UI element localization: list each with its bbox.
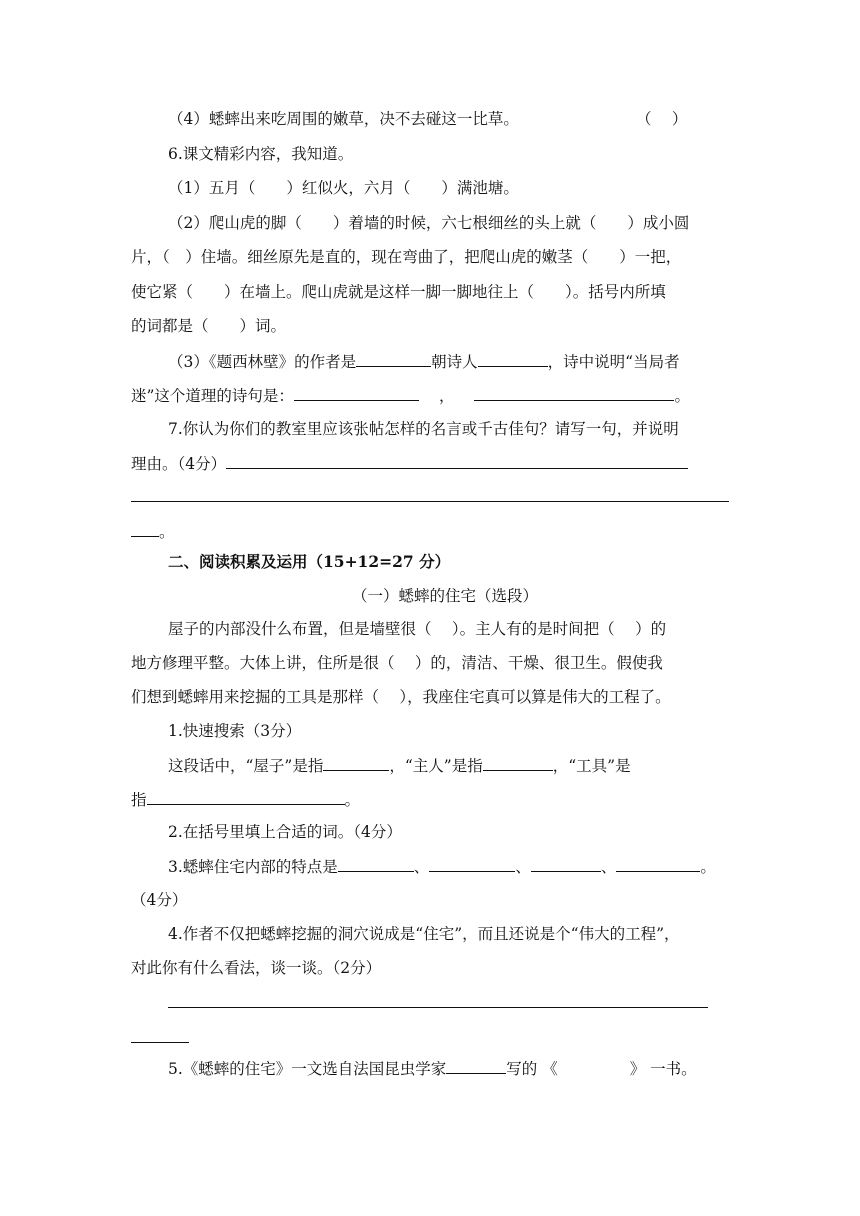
r3-text: 3.蟋蟀住宅内部的特点是 — [168, 858, 338, 876]
q6-dynasty-blank[interactable] — [356, 350, 431, 367]
r1-text-e: 。 — [344, 791, 361, 809]
q6-part2-line2: 片，（ ）住墙。细丝原先是直的，现在弯曲了，把爬山虎的嫩茎（ ）一把， — [131, 248, 682, 266]
q6-part3-line1 — [168, 350, 680, 373]
section2-subtitle: （一）蟋蟀的住宅（选段） — [352, 587, 539, 605]
r1-text-c: ，“工具”是 — [552, 757, 631, 775]
q7-line1: 7.你认为你们的教室里应该张帖怎样的名言或千古佳句？请写一句，并说明 — [168, 420, 679, 438]
q7-answer-blank-3[interactable] — [131, 520, 159, 537]
q6-part3-comma: ， — [438, 387, 455, 405]
r1-text-a: 这段话中，“屋子”是指 — [168, 757, 324, 775]
passage-line1: 屋子的内部没什么布置，但是墙壁很（ ）。主人有的是时间把（ ）的 — [168, 620, 667, 638]
q7-line2 — [131, 452, 688, 475]
r1-house-blank[interactable] — [323, 754, 389, 771]
section2-title: 二、阅读积累及运用（15+12=27 分） — [168, 552, 451, 571]
q6-poem-line1-blank[interactable] — [294, 384, 419, 401]
r3-feature-blank-1[interactable] — [338, 855, 414, 872]
r5-text-c: 》 一书。 — [629, 1060, 697, 1078]
q7-line2-text: 理由。（4分） — [131, 455, 227, 473]
r3-sep-2: 、 — [515, 858, 531, 876]
r3-sep-3: 、 — [600, 858, 617, 876]
q6-part3-line2 — [131, 384, 690, 407]
r5-text-b: 写的 《 — [506, 1060, 558, 1078]
r3-score: （4分） — [131, 891, 188, 909]
q6-part3-text-d: 迷”这个道理的诗句是： — [131, 387, 294, 405]
q6-part2-line3: 使它紧（ ）在墙上。爬山虎就是这样一脚一脚地往上（ ）。括号内所填 — [131, 283, 666, 301]
q4-text: （4）蟋蟀出来吃周围的嫩草，决不去碰这一比草。 — [168, 110, 519, 128]
r4-line2: 对此你有什么看法，谈一谈。（2分） — [131, 959, 382, 977]
q6-poet-blank[interactable] — [478, 350, 548, 367]
r1-line1 — [168, 754, 631, 777]
q6-part2-line4: 的词都是（ ）词。 — [131, 317, 287, 335]
r4-answer-blank-1[interactable] — [168, 1007, 708, 1008]
r1-tool-blank[interactable] — [147, 788, 345, 805]
r1-title: 1.快速搜索（3分） — [168, 722, 302, 740]
q6-title: 6.课文精彩内容，我知道。 — [168, 145, 354, 163]
passage-line2: 地方修理平整。大体上讲，住所是很（ ）的，清洁、干燥、很卫生。假使我 — [131, 654, 663, 672]
r1-text-b: ，“主人”是指 — [389, 757, 483, 775]
q6-part3-end: 。 — [674, 387, 690, 405]
q6-part1: （1）五月（ ）红似火，六月（ ）满池塘。 — [168, 179, 519, 197]
q6-poem-line2-blank[interactable] — [474, 384, 674, 401]
q4-answer-bracket[interactable]: （ ） — [636, 110, 688, 128]
r1-line2 — [131, 788, 360, 811]
r3-sep-1: 、 — [413, 858, 430, 876]
passage-line3: 们想到蟋蟀用来挖掘的工具是那样（ ），我座住宅真可以算是伟大的工程了。 — [131, 688, 671, 706]
r1-text-d: 指 — [131, 791, 147, 809]
r5-author-blank[interactable] — [446, 1057, 506, 1074]
r3-end: 。 — [700, 858, 716, 876]
r4-line1: 4.作者不仅把蟋蟀挖掘的洞穴说成是“住宅”，而且还说是个“伟大的工程”， — [168, 925, 680, 943]
q6-part2-line1: （2）爬山虎的脚（ ）着墙的时候，六七根细丝的头上就（ ）成小圆 — [168, 214, 690, 232]
q7-answer-blank-1[interactable] — [226, 452, 688, 469]
r3-line1 — [168, 855, 716, 878]
r5-line — [168, 1057, 697, 1080]
r3-feature-blank-4[interactable] — [616, 855, 700, 872]
q7-answer-blank-2[interactable] — [131, 501, 729, 502]
q6-part3-text-a: （3）《题西林壁》的作者是 — [168, 353, 357, 371]
q6-part3-text-c: ，诗中说明“当局者 — [547, 353, 680, 371]
q7-end: 。 — [159, 523, 175, 541]
r5-text-a: 5.《蟋蟀的住宅》一文选自法国昆虫学家 — [168, 1060, 447, 1078]
r2-title: 2.在括号里填上合适的词。（4分） — [168, 823, 402, 841]
q6-part3-text-b: 朝诗人 — [431, 353, 478, 371]
r3-feature-blank-2[interactable] — [429, 855, 515, 872]
r1-owner-blank[interactable] — [483, 754, 553, 771]
r4-answer-blank-2[interactable] — [131, 1042, 189, 1043]
r3-feature-blank-3[interactable] — [531, 855, 601, 872]
q7-line4 — [131, 520, 175, 543]
